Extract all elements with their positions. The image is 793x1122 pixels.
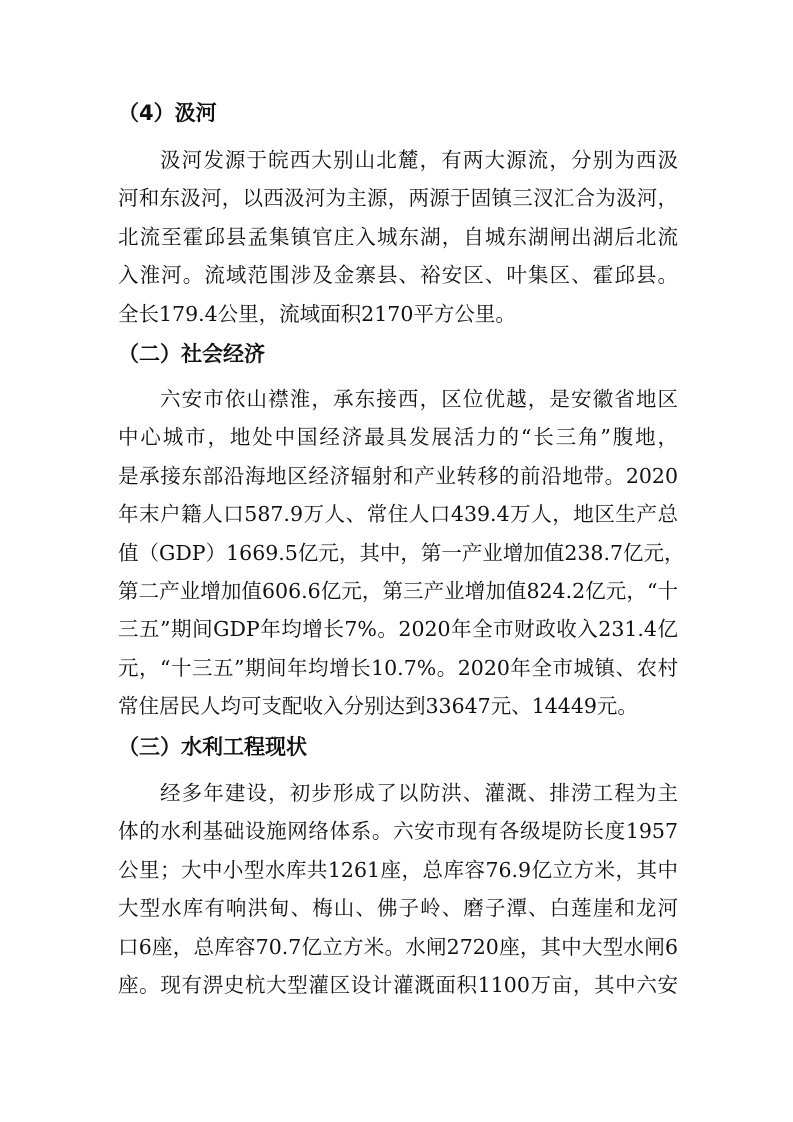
paragraph-line: 北流至霍邱县孟集镇官庄入城东湖，自城东湖闸出湖后北流 — [118, 224, 678, 249]
paragraph-line: 大型水库有响洪甸、梅山、佛子岭、磨子潭、白莲崖和龙河 — [118, 896, 678, 921]
paragraph-line: 六安市依山襟淮，承东接西，区位优越，是安徽省地区 — [160, 387, 678, 411]
paragraph-line: 汲河发源于皖西大别山北麓，有两大源流，分别为西汲 — [160, 148, 678, 172]
river-section-heading: （4）汲河 — [118, 101, 217, 125]
paragraph-line: 入淮河。流域范围涉及金寨县、裕安区、叶集区、霍邱县。 — [118, 263, 678, 288]
paragraph-line: 经多年建设，初步形成了以防洪、灌溉、排涝工程为主 — [160, 781, 678, 805]
paragraph-line: 元，“十三五”期间年均增长10.7%。2020年全市城镇、农村 — [118, 655, 678, 680]
paragraph-line: 公里；大中小型水库共1261座，总库容76.9亿立方米，其中 — [118, 857, 678, 882]
water-section-body — [118, 774, 678, 1004]
paragraph-line: 常住居民人均可支配收入分别达到33647元、14449元。 — [118, 694, 638, 719]
water-section-heading: （三）水利工程现状 — [118, 735, 307, 759]
paragraph-line: 口6座，总库容70.7亿立方米。水闸2720座，其中大型水闸6 — [118, 934, 678, 959]
paragraph-line: 中心城市，地处中国经济最具发展活力的“长三角”腹地， — [118, 425, 678, 450]
paragraph-line: 值（GDP）1669.5亿元，其中，第一产业增加值238.7亿元， — [118, 540, 685, 565]
paragraph-line: 第二产业增加值606.6亿元，第三产业增加值824.2亿元，“十 — [118, 578, 678, 603]
paragraph-line: 三五”期间GDP年均增长7%。2020年全市财政收入231.4亿 — [118, 617, 678, 642]
paragraph-line: 是承接东部沿海地区经济辐射和产业转移的前沿地带。2020 — [118, 463, 678, 488]
paragraph-line: 座。现有淠史杭大型灌区设计灌溉面积1100万亩，其中六安 — [118, 972, 678, 997]
economy-section-heading: （二）社会经济 — [118, 342, 265, 366]
paragraph-line: 体的水利基础设施网络体系。六安市现有各级堤防长度1957 — [118, 819, 678, 844]
paragraph-line: 年末户籍人口587.9万人、常住人口439.4万人，地区生产总 — [118, 502, 678, 527]
paragraph-line: 河和东汲河，以西汲河为主源，两源于固镇三汊汇合为汲河， — [118, 186, 678, 211]
river-section-body — [118, 141, 678, 333]
paragraph-line: 全长179.4公里，流域面积2170平方公里。 — [118, 301, 516, 326]
economy-section-body — [118, 380, 685, 726]
